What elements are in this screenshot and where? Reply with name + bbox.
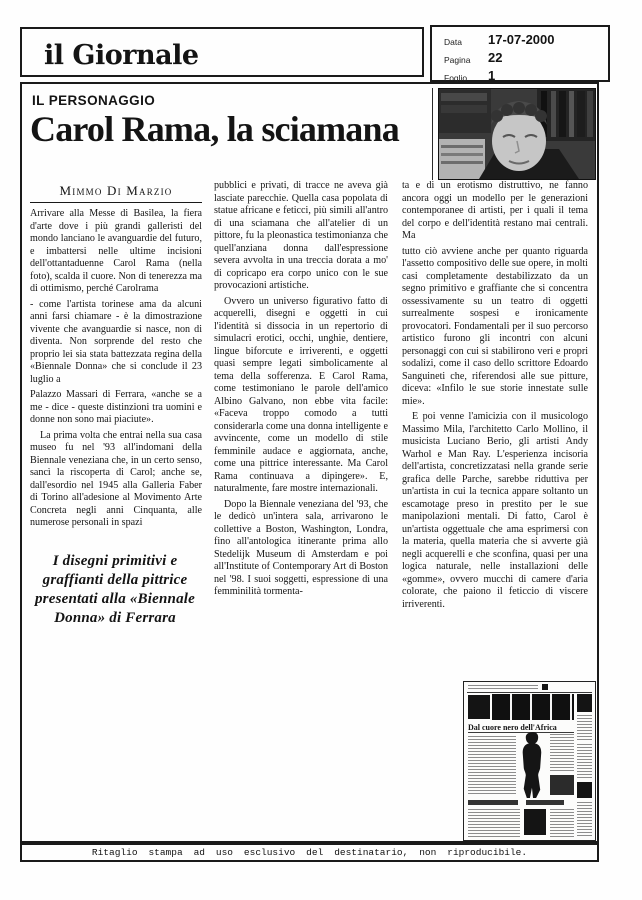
statue-silhouette	[518, 732, 548, 798]
thumb-photo-topleft	[468, 695, 490, 719]
article-frame	[20, 82, 599, 843]
sheet-value: 1	[488, 68, 496, 83]
paragraph: ta e di un erotismo distruttivo, ne fanno ancora oggi un modello per le generazioni contemporanee di artisti, per i quali il tema del corpo e dell'identità restano mai centrali. Ma	[402, 180, 588, 241]
portrait-photo	[438, 88, 596, 180]
section-kicker: IL PERSONAGGIO	[32, 93, 156, 108]
thumb-rail-text	[577, 744, 592, 778]
masthead-box	[20, 27, 424, 77]
thumb-masthead-bar	[468, 685, 538, 690]
thumb-text-block	[468, 809, 520, 837]
thumb-rail-text	[577, 802, 592, 837]
date-label: Data	[444, 37, 462, 47]
info-row-date	[444, 32, 608, 50]
page-label: Pagina	[444, 55, 471, 65]
paragraph: pubblici e privati, di tracce ne aveva già lasciate parecchie. Quella casa popolata di statue africane e feticci, più simili all'antro di una sciamana che all'atelier di un pittore, fu la pleonastica testimonianza che quell'anziana donna dall'espressione severa avvolta in una treccia dorata a mo' di copricapo era corpo unico con le sue provocazioni artistiche.	[214, 180, 388, 291]
thumb-masthead-mark	[542, 684, 548, 690]
thumb-text-block	[468, 736, 516, 796]
thumbnail-headline: Dal cuore nero dell'Africa	[468, 723, 557, 732]
clipping-thumbnail	[463, 681, 596, 841]
byline: Mimmo Di Marzio	[30, 183, 202, 203]
column-divider-rule	[432, 88, 433, 180]
newspaper-logo: il Giornale	[44, 39, 199, 71]
portrait-photo-graphic	[439, 89, 595, 179]
footer-bar	[20, 843, 599, 862]
thumb-rule	[467, 692, 592, 693]
info-row-page	[444, 50, 608, 68]
column-2	[214, 180, 388, 599]
paragraph: Arrivare alla Messe di Basilea, la fiera d'arte dove i più grandi galleristi del mondo lanciano le avanguardie del futuro, e imbattersi nelle ultime incisioni dell'ottantaduenne Carol Rama (nella foto), scalda il cuore. Non di tenerezza ma di ottimismo, perché Carolrama	[30, 208, 202, 294]
paragraph: tutto ciò avviene anche per quanto riguarda l'assetto compositivo delle sue opere, in molti casi completamente destabilizzato da un segno primitivo e graffiante che si concentra ossessivamente su un teatro di oggetti surrealmente sospesi e ironicamente provocatori. Fondamentali per il suo percorso artistico furono gli incontri con alcuni personaggi con cui si stabilirono veri e propri sodalizi, come il caso dello scrittore Edoardo Sanguineti che, riferendosi alle sue pitture, diceva: «Infilo le sue storie innestate sulle mie».	[402, 245, 588, 407]
paragraph: La prima volta che entrai nella sua casa museo fu nel '93 all'indomani della Biennale veneziana che, in un certo senso, sancì la riscoperta di Carol; anche se, dall'esordio nel 1945 alla Galleria Faber di Torino all'adesione al Movimento Arte Concreta negli anni Cinquanta, alle numerose personali in spazi	[30, 429, 202, 528]
paragraph: Palazzo Massari di Ferrara, «anche se a me - dice - queste distinzioni tra uomini e donne non sono mai piaciute».	[30, 389, 202, 425]
article-headline: Carol Rama, la sciamana	[30, 109, 399, 149]
thumb-rail-photo-2	[577, 782, 592, 798]
thumb-rail-text	[577, 715, 592, 740]
pull-quote: I disegni primitivi e graffianti della pittrice presentati alla «Biennale Donna» di Ferrara	[34, 552, 195, 626]
sheet-label: Foglio	[444, 73, 468, 83]
thumb-text-block	[550, 734, 574, 772]
column-1	[30, 208, 202, 628]
thumb-text-block	[550, 809, 574, 837]
paragraph-indented-wrap: - come l'artista torinese ama da alcuni anni farsi chiamare - è la dimostrazione vivente che avanguardie si nasce, non di diventa. Non sorprende del resto che proprio lei sia stata battezzata regina della «Biennale Donna» che si conclude il 23 luglio a	[30, 298, 202, 385]
clipping-info-box	[430, 25, 610, 82]
date-value: 17-07-2000	[488, 32, 555, 47]
footer-text: Ritaglio stampa ad uso esclusivo del destinatario, non riproducibile.	[91, 847, 528, 858]
thumb-photo-strip	[492, 694, 574, 720]
thumb-subhead-bar	[468, 800, 518, 805]
column-3	[402, 180, 588, 611]
paragraph: Dopo la Biennale veneziana del '93, che le dedicò un'intera sala, arrivarono le collettive a Boston, Washington, Londra, fino all'antologica itinerante prima allo Stedelijk Museum di Amsterdam e poi all'Institute of Contemporary Art di Boston nel '98. I suoi soggetti, espressione di una femminilità tormenta-	[214, 498, 388, 597]
thumb-rail-photo-1	[577, 694, 592, 712]
thumb-photo-bottom	[524, 809, 546, 835]
thumb-caption-block	[550, 775, 574, 795]
paragraph: Ovvero un universo figurativo fatto di acquerelli, disegni e oggetti in cui l'identità si dissocia in un repertorio di simulacri erotici, occhi, unghie, dentiere, lingue biforcute e irriverenti, e oggetti quasi sempre legati simbolicamente al tema della sofferenza. E Carol Rama, come testimoniano le parole dell'amico Albino Galvano, non ebbe vita facile: «Faceva troppo comodo a tutti considerarla come una donna intelligente e avvincente, come un modello di stile femminile audace e aggiornata, anche, come una pittrice interessante. Ma Carol Rama continuava a dipingere». E, naturalmente, fare mostre internazionali.	[214, 295, 388, 494]
page-value: 22	[488, 50, 503, 65]
thumb-subhead-bar	[526, 800, 564, 805]
paragraph: E poi venne l'amicizia con il musicologo Massimo Mila, l'architetto Carlo Mollino, il musicista Luciano Berio, gli artisti Andy Warhol e Man Ray. L'esperienza incisoria dell'artista, concretizzatasi nella grande serie grafica delle Parche, sarebbe riduttiva per un'artista in cui la tecnica appare soltanto un escamotage preso in prestito per le sue manipolazioni mentali. Di fatto, Carol è un'artista oggettuale che ama esprimersi con la materia, quella materia che si avverte già negli acquerelli e che sconfina, quasi per una logica naturale, nelle installazioni delle «gomme», ovvero mucchi di camere d'aria colorate, che paiono il feticcio di viscere irriverenti.	[402, 411, 588, 610]
